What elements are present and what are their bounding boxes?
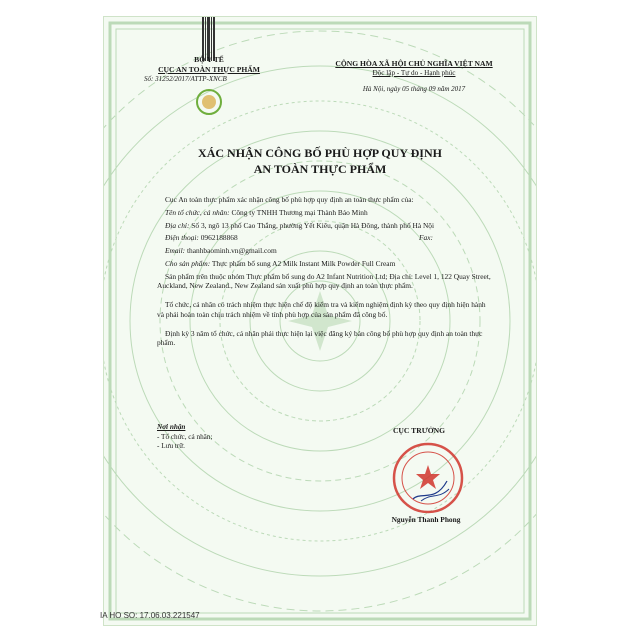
food-safety-emblem-icon <box>196 89 222 115</box>
organization-line <box>157 208 493 218</box>
renewal-paragraph: Định kỳ 3 năm tổ chức, cá nhân phải thực hiện lại việc đăng ký bản công bố phù hợp quy định an toàn thực phẩm. <box>157 328 483 348</box>
product-value: Thực phẩm bổ sung A2 Milk Instant Milk Powder Full Cream <box>211 258 396 268</box>
organization-label: Tên tổ chức, cá nhân: <box>165 207 230 217</box>
phone-label: Điện thoại: <box>165 233 199 243</box>
recipient-item: - Lưu trữ. <box>157 442 185 451</box>
organization-value: Công ty TNHH Thương mại Thành Bảo Minh <box>231 207 368 217</box>
intro-text: Cục An toàn thực phẩm xác nhận công bố phù hợp quy định an toàn thực phẩm của: <box>165 195 414 204</box>
signatory-position: CỤC TRƯỞNG <box>392 426 446 435</box>
address-value: Số 3, ngõ 13 phố Cao Thắng, phường Yết Kiêu, quận Hà Đông, thành phố Hà Nội <box>191 220 435 230</box>
recipients-block <box>157 423 297 452</box>
phone-fax-line <box>157 233 493 243</box>
responsibility-paragraph: Tổ chức, cá nhân có trách nhiệm thực hiện chế độ kiểm tra và kiểm nghiệm định kỳ theo quy định hiện hành và phải hoàn toàn chịu trách nhiệm về tính phù hợp của sản phẩm đã công bố. <box>157 300 486 319</box>
department-name: CỤC AN TOÀN THỰC PHẨM <box>158 64 260 74</box>
country-name: CỘNG HÒA XÃ HỘI CHỦ NGHĨA VIỆT NAM <box>335 59 493 68</box>
recipients-title: Nơi nhận <box>157 423 186 431</box>
address-label: Địa chỉ: <box>165 220 190 230</box>
recipient-item: - Tổ chức, cá nhân; <box>157 432 213 441</box>
national-motto: Độc lập - Tự do - Hạnh phúc <box>372 69 456 78</box>
title-line-2: AN TOÀN THỰC PHẨM <box>253 162 387 177</box>
ministry-name: BỘ Y TẾ <box>194 55 224 64</box>
address-line <box>157 221 493 231</box>
certificate-page <box>103 16 537 626</box>
email-value: thanhbaominh.vn@gmail.com <box>186 246 277 256</box>
document-title <box>134 145 506 177</box>
email-label: Email: <box>165 246 186 256</box>
product-line <box>157 259 493 269</box>
title-line-1: XÁC NHẬN CÔNG BỐ PHÙ HỢP QUY ĐỊNH <box>198 146 442 160</box>
record-code: IA HO SO: 17.06.03.221547 <box>100 611 200 620</box>
issue-date: Hà Nội, ngày 05 tháng 09 năm 2017 <box>362 84 466 93</box>
fax-label: Fax: <box>419 233 433 243</box>
issuer-header <box>124 55 294 84</box>
signatory-name: Nguyễn Thanh Phong <box>391 515 461 524</box>
phone-value: 0962188868 <box>200 233 238 243</box>
official-red-stamp <box>391 441 465 515</box>
national-header <box>304 59 524 94</box>
product-label: Cho sản phẩm: <box>165 258 211 268</box>
document-number: Số: 31252/2017/ATTP-XNCB <box>144 74 227 83</box>
manufacturer-paragraph: Sản phẩm trên thuộc nhóm Thực phẩm bổ sung do A2 Infant Nutrition Ltd; Địa chỉ: Level 1, 122 Quay Street, Auckland, New Zealand., New Zealand sản xuất phù hợp quy định an toàn thực phẩm. <box>157 271 491 291</box>
email-line <box>157 246 493 256</box>
document-body <box>157 195 493 351</box>
